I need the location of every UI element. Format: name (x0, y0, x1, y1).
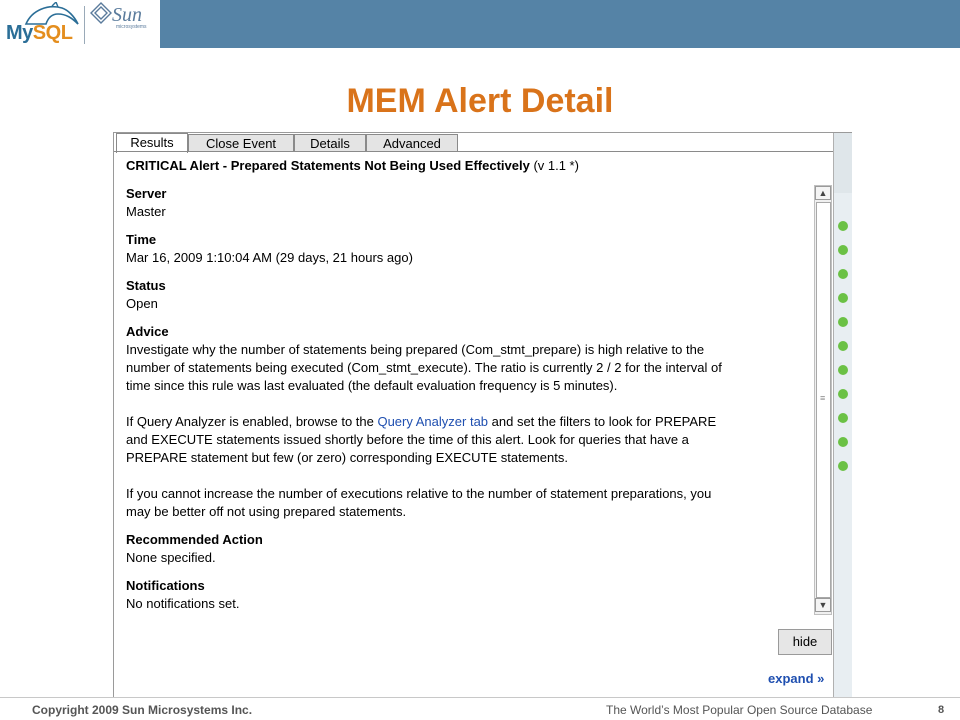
tab-divider (114, 151, 851, 152)
slide-title: MEM Alert Detail (346, 82, 614, 120)
sun-diamond-icon (90, 2, 112, 24)
mysql-logo: MySQL (6, 22, 73, 44)
tab-bar (114, 133, 851, 152)
status-value: Open (126, 296, 158, 311)
server-value: Master (126, 204, 166, 219)
copyright-text: Copyright 2009 Sun Microsystems Inc. (32, 703, 253, 717)
status-dot (838, 365, 848, 375)
advice-line: If Query Analyzer is enabled, browse to the Query Analyzer tab and set the filters to look for PREPARE (126, 414, 717, 429)
spacer (126, 395, 816, 413)
advice-line: and EXECUTE statements issued shortly before the time of this alert. Look for queries that have a (126, 432, 689, 447)
scroll-thumb[interactable] (816, 202, 831, 598)
status-dot (838, 245, 848, 255)
notifications-label: Notifications (126, 578, 205, 593)
tab-details[interactable]: Details (294, 134, 366, 152)
logo-divider (84, 6, 85, 44)
advice-line: time since this rule was last evaluated (the default evaluation frequency is 5 minutes). (126, 378, 618, 393)
notifications-value: No notifications set. (126, 596, 240, 611)
tab-results[interactable]: Results (116, 133, 188, 153)
spacer (126, 467, 816, 485)
recommended-action-value: None specified. (126, 550, 216, 565)
background-panel-strip (833, 133, 852, 697)
sun-logo-sub: microsystems (116, 24, 147, 30)
status-dot (838, 293, 848, 303)
advice-label: Advice (126, 324, 169, 339)
status-dot (838, 317, 848, 327)
server-label: Server (126, 186, 167, 201)
status-dot (838, 341, 848, 351)
advice-paragraph-1 (126, 341, 816, 395)
hide-button[interactable]: hide (778, 629, 832, 655)
tab-close-event[interactable]: Close Event (188, 134, 294, 152)
recommended-action-label: Recommended Action (126, 532, 263, 547)
vertical-scrollbar[interactable] (814, 185, 832, 615)
alert-detail-window (113, 132, 852, 698)
advice-line: Investigate why the number of statements being prepared (Com_stmt_prepare) is high relative to the (126, 342, 705, 357)
tab-advanced[interactable]: Advanced (366, 134, 458, 152)
expand-link[interactable]: expand » (768, 671, 825, 686)
time-label: Time (126, 232, 157, 247)
advice-line: number of statements being executed (Com_stmt_execute). The ratio is currently 2 / 2 for the interval of (126, 360, 722, 375)
strip-header (834, 133, 852, 193)
logo-area (0, 0, 160, 48)
status-dot (838, 389, 848, 399)
time-value: Mar 16, 2009 1:10:04 AM (29 days, 21 hours ago) (126, 250, 413, 265)
status-label: Status (126, 278, 166, 293)
grip-icon: ≡ (820, 393, 826, 403)
status-dot (838, 437, 848, 447)
page-number: 8 (938, 704, 945, 716)
scroll-up-icon[interactable]: ▲ (815, 186, 831, 200)
advice-line: may be better off not using prepared statements. (126, 504, 407, 519)
advice-line: If you cannot increase the number of executions relative to the number of statement preparations, you (126, 486, 712, 501)
query-analyzer-link[interactable]: Query Analyzer tab (377, 414, 489, 429)
alert-content (126, 153, 816, 613)
alert-heading: CRITICAL Alert - Prepared Statements Not Being Used Effectively (v 1.1 *) (126, 158, 579, 173)
status-dot (838, 269, 848, 279)
advice-paragraph-3 (126, 485, 816, 521)
scroll-down-icon[interactable]: ▼ (815, 598, 831, 612)
advice-line: PREPARE statement but few (or zero) corresponding EXECUTE statements. (126, 450, 568, 465)
status-dot (838, 413, 848, 423)
footer-divider (0, 697, 960, 698)
sun-logo: Sun (112, 4, 142, 26)
status-dot (838, 221, 848, 231)
status-dot (838, 461, 848, 471)
tagline-text: The World’s Most Popular Open Source Database (606, 703, 873, 717)
advice-paragraph-2 (126, 413, 816, 467)
